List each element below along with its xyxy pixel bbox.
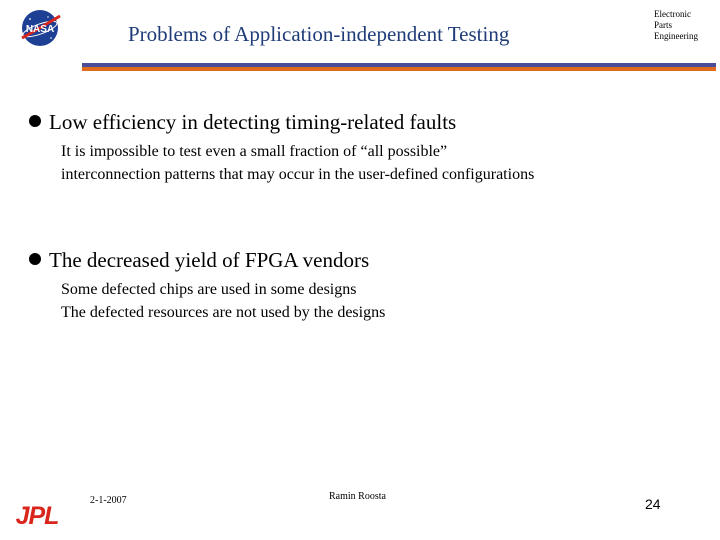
bullet-text: The decreased yield of FPGA vendors (49, 248, 370, 272)
bullet-sub-text (61, 278, 385, 324)
jpl-logo-text: JPL (15, 502, 59, 528)
header-rule-orange (82, 67, 716, 71)
page-number: 24 (645, 496, 661, 512)
footer-author: Ramin Roosta (329, 491, 386, 502)
sub-line: interconnection patterns that may occur in the user-defined configurations (61, 166, 535, 183)
bullet-sub-text (61, 140, 534, 186)
page-title: Problems of Application-independent Testing (128, 22, 510, 46)
footer-date: 2-1-2007 (90, 495, 127, 506)
bullet-item (29, 248, 369, 273)
sub-line: Some defected chips are used in some designs (61, 281, 357, 298)
nasa-logo-text: NASA (25, 24, 55, 35)
sub-line: The defected resources are not used by the designs (61, 304, 386, 321)
bullet-text: Low efficiency in detecting timing-related faults (49, 110, 457, 134)
department-label (654, 9, 698, 42)
bullet-dot-icon (29, 253, 41, 265)
department-line: Engineering (654, 31, 698, 41)
jpl-logo (12, 500, 62, 528)
bullet-item (29, 110, 456, 135)
sub-line: It is impossible to test even a small fraction of “all possible” (61, 143, 448, 160)
department-line: Electronic (654, 9, 691, 19)
nasa-logo (18, 8, 62, 48)
bullet-dot-icon (29, 115, 41, 127)
department-line: Parts (654, 20, 672, 30)
